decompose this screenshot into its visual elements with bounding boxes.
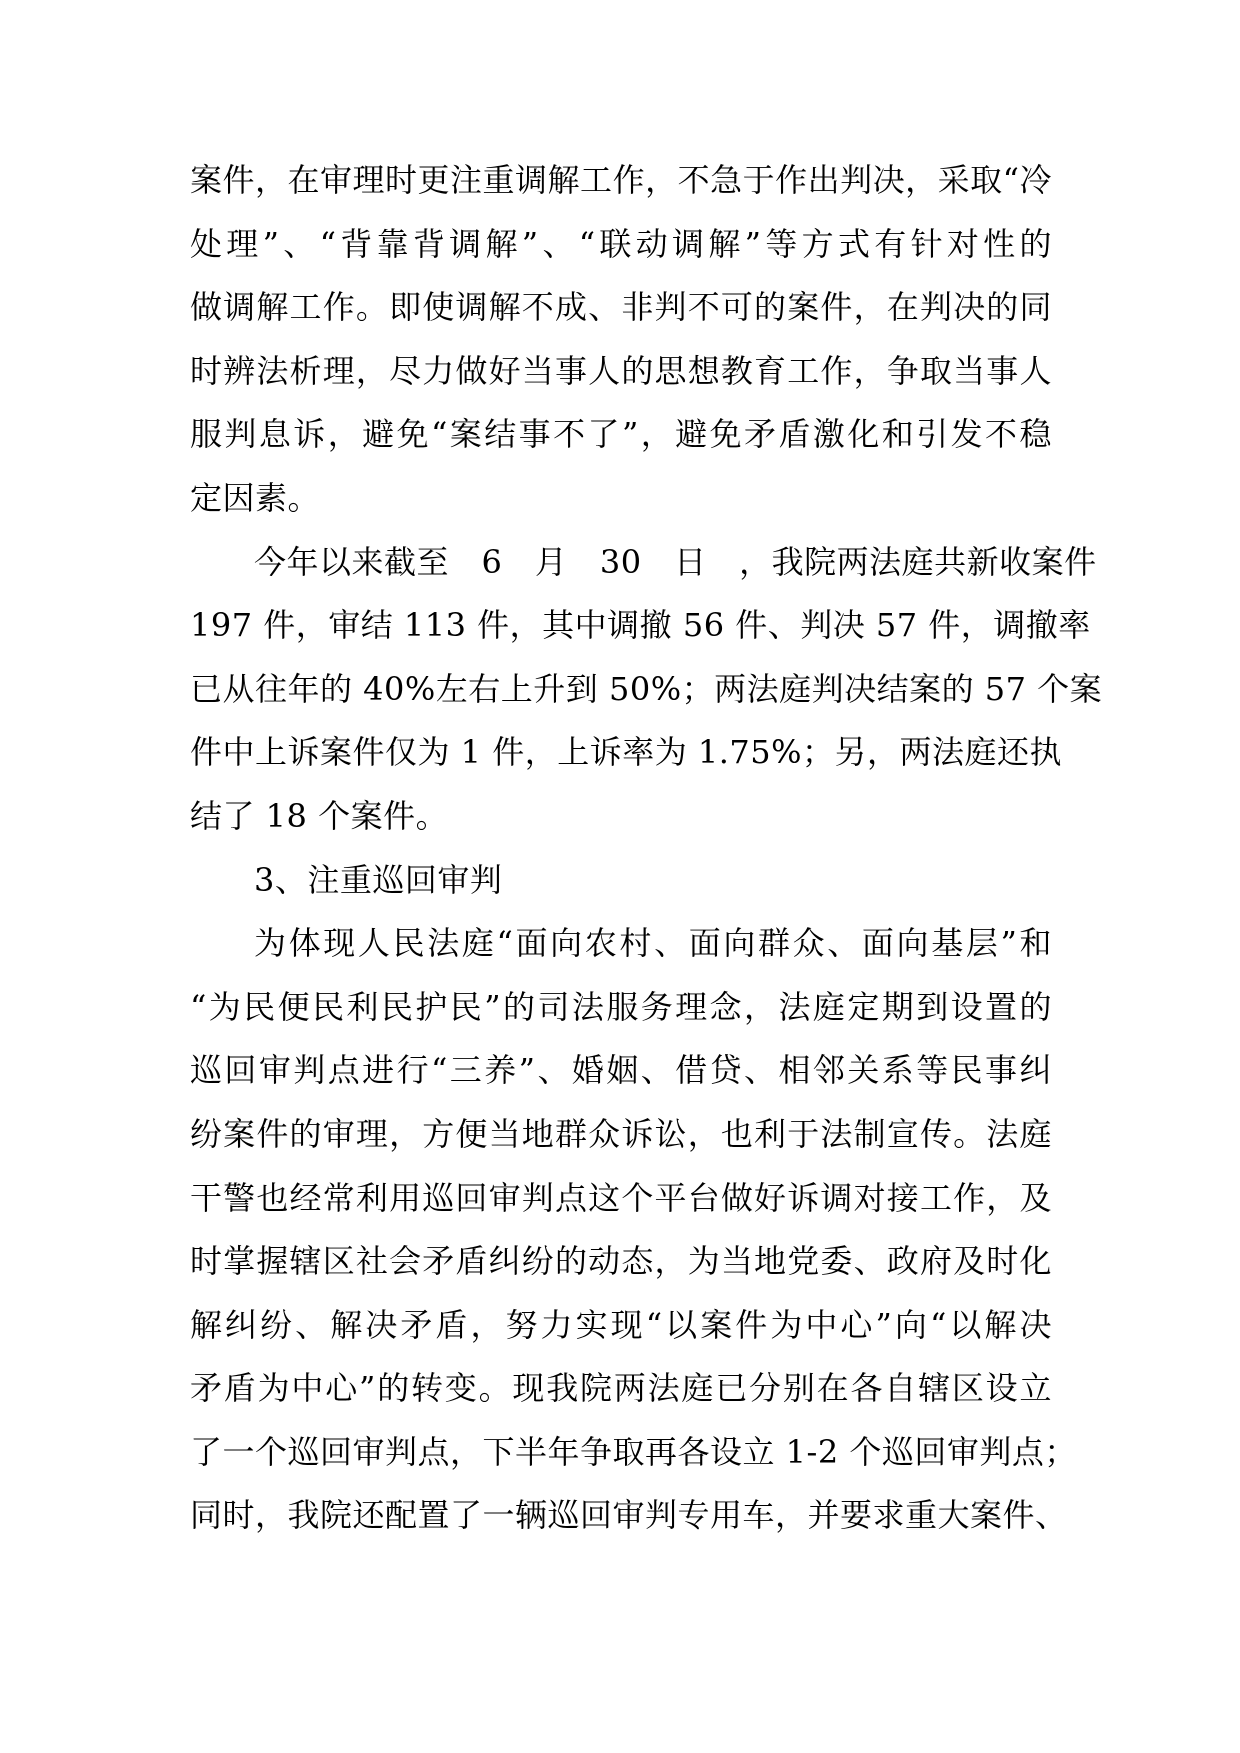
paragraph-1-line-3: 做调解工作。即使调解不成、非判不可的案件，在判决的同 <box>190 288 1052 327</box>
paragraph-4-line-3: 巡回审判点进行“三养”、婚姻、借贷、相邻关系等民事纠 <box>190 1051 1052 1090</box>
paragraph-2-line-1: 今年以来截至 6 月 30 日 ，我院两法庭共新收案件 <box>254 542 1097 581</box>
paragraph-1-line-4: 时辨法析理，尽力做好当事人的思想教育工作，争取当事人 <box>190 351 1052 390</box>
paragraph-4-line-10: 同时，我院还配置了一辆巡回审判专用车，并要求重大案件、 <box>190 1496 1068 1535</box>
paragraph-2-line-4: 件中上诉案件仅为 1 件，上诉率为 1.75%；另，两法庭还执 <box>190 733 1063 772</box>
paragraph-4-line-6: 时掌握辖区社会矛盾纠纷的动态，为当地党委、政府及时化 <box>190 1242 1052 1281</box>
paragraph-2-line-5: 结了 18 个案件。 <box>190 796 449 835</box>
paragraph-4-line-7: 解纠纷、解决矛盾，努力实现“以案件为中心”向“以解决 <box>190 1305 1052 1344</box>
paragraph-4-line-8: 矛盾为中心”的转变。现我院两法庭已分别在各自辖区设立 <box>190 1369 1052 1408</box>
paragraph-1-line-5: 服判息诉，避免“案结事不了”，避免矛盾激化和引发不稳 <box>190 415 1052 454</box>
paragraph-4-line-1: 为体现人民法庭“面向农村、面向群众、面向基层”和 <box>254 924 1052 963</box>
paragraph-2-line-2: 197 件，审结 113 件，其中调撤 56 件、判决 57 件，调撤率 <box>190 606 1091 645</box>
paragraph-4-line-9: 了一个巡回审判点，下半年争取再各设立 1-2 个巡回审判点； <box>190 1432 1077 1471</box>
paragraph-1-line-6: 定因素。 <box>190 478 321 517</box>
section-heading: 3、注重巡回审判 <box>254 860 503 899</box>
paragraph-2-line-3: 已从往年的 40%左右上升到 50%；两法庭判决结案的 57 个案 <box>190 669 1103 708</box>
paragraph-1-line-1: 案件，在审理时更注重调解工作，不急于作出判决，采取“冷 <box>190 161 1052 199</box>
paragraph-1-line-2: 处理”、“背靠背调解”、“联动调解”等方式有针对性的 <box>190 224 1052 263</box>
paragraph-4-line-4: 纷案件的审理，方便当地群众诉讼，也利于法制宣传。法庭 <box>190 1114 1052 1153</box>
paragraph-4-line-2: “为民便民利民护民”的司法服务理念，法庭定期到设置的 <box>190 987 1052 1026</box>
document-body <box>190 149 1103 1548</box>
paragraph-4-line-5: 干警也经常利用巡回审判点这个平台做好诉调对接工作，及 <box>190 1178 1052 1217</box>
